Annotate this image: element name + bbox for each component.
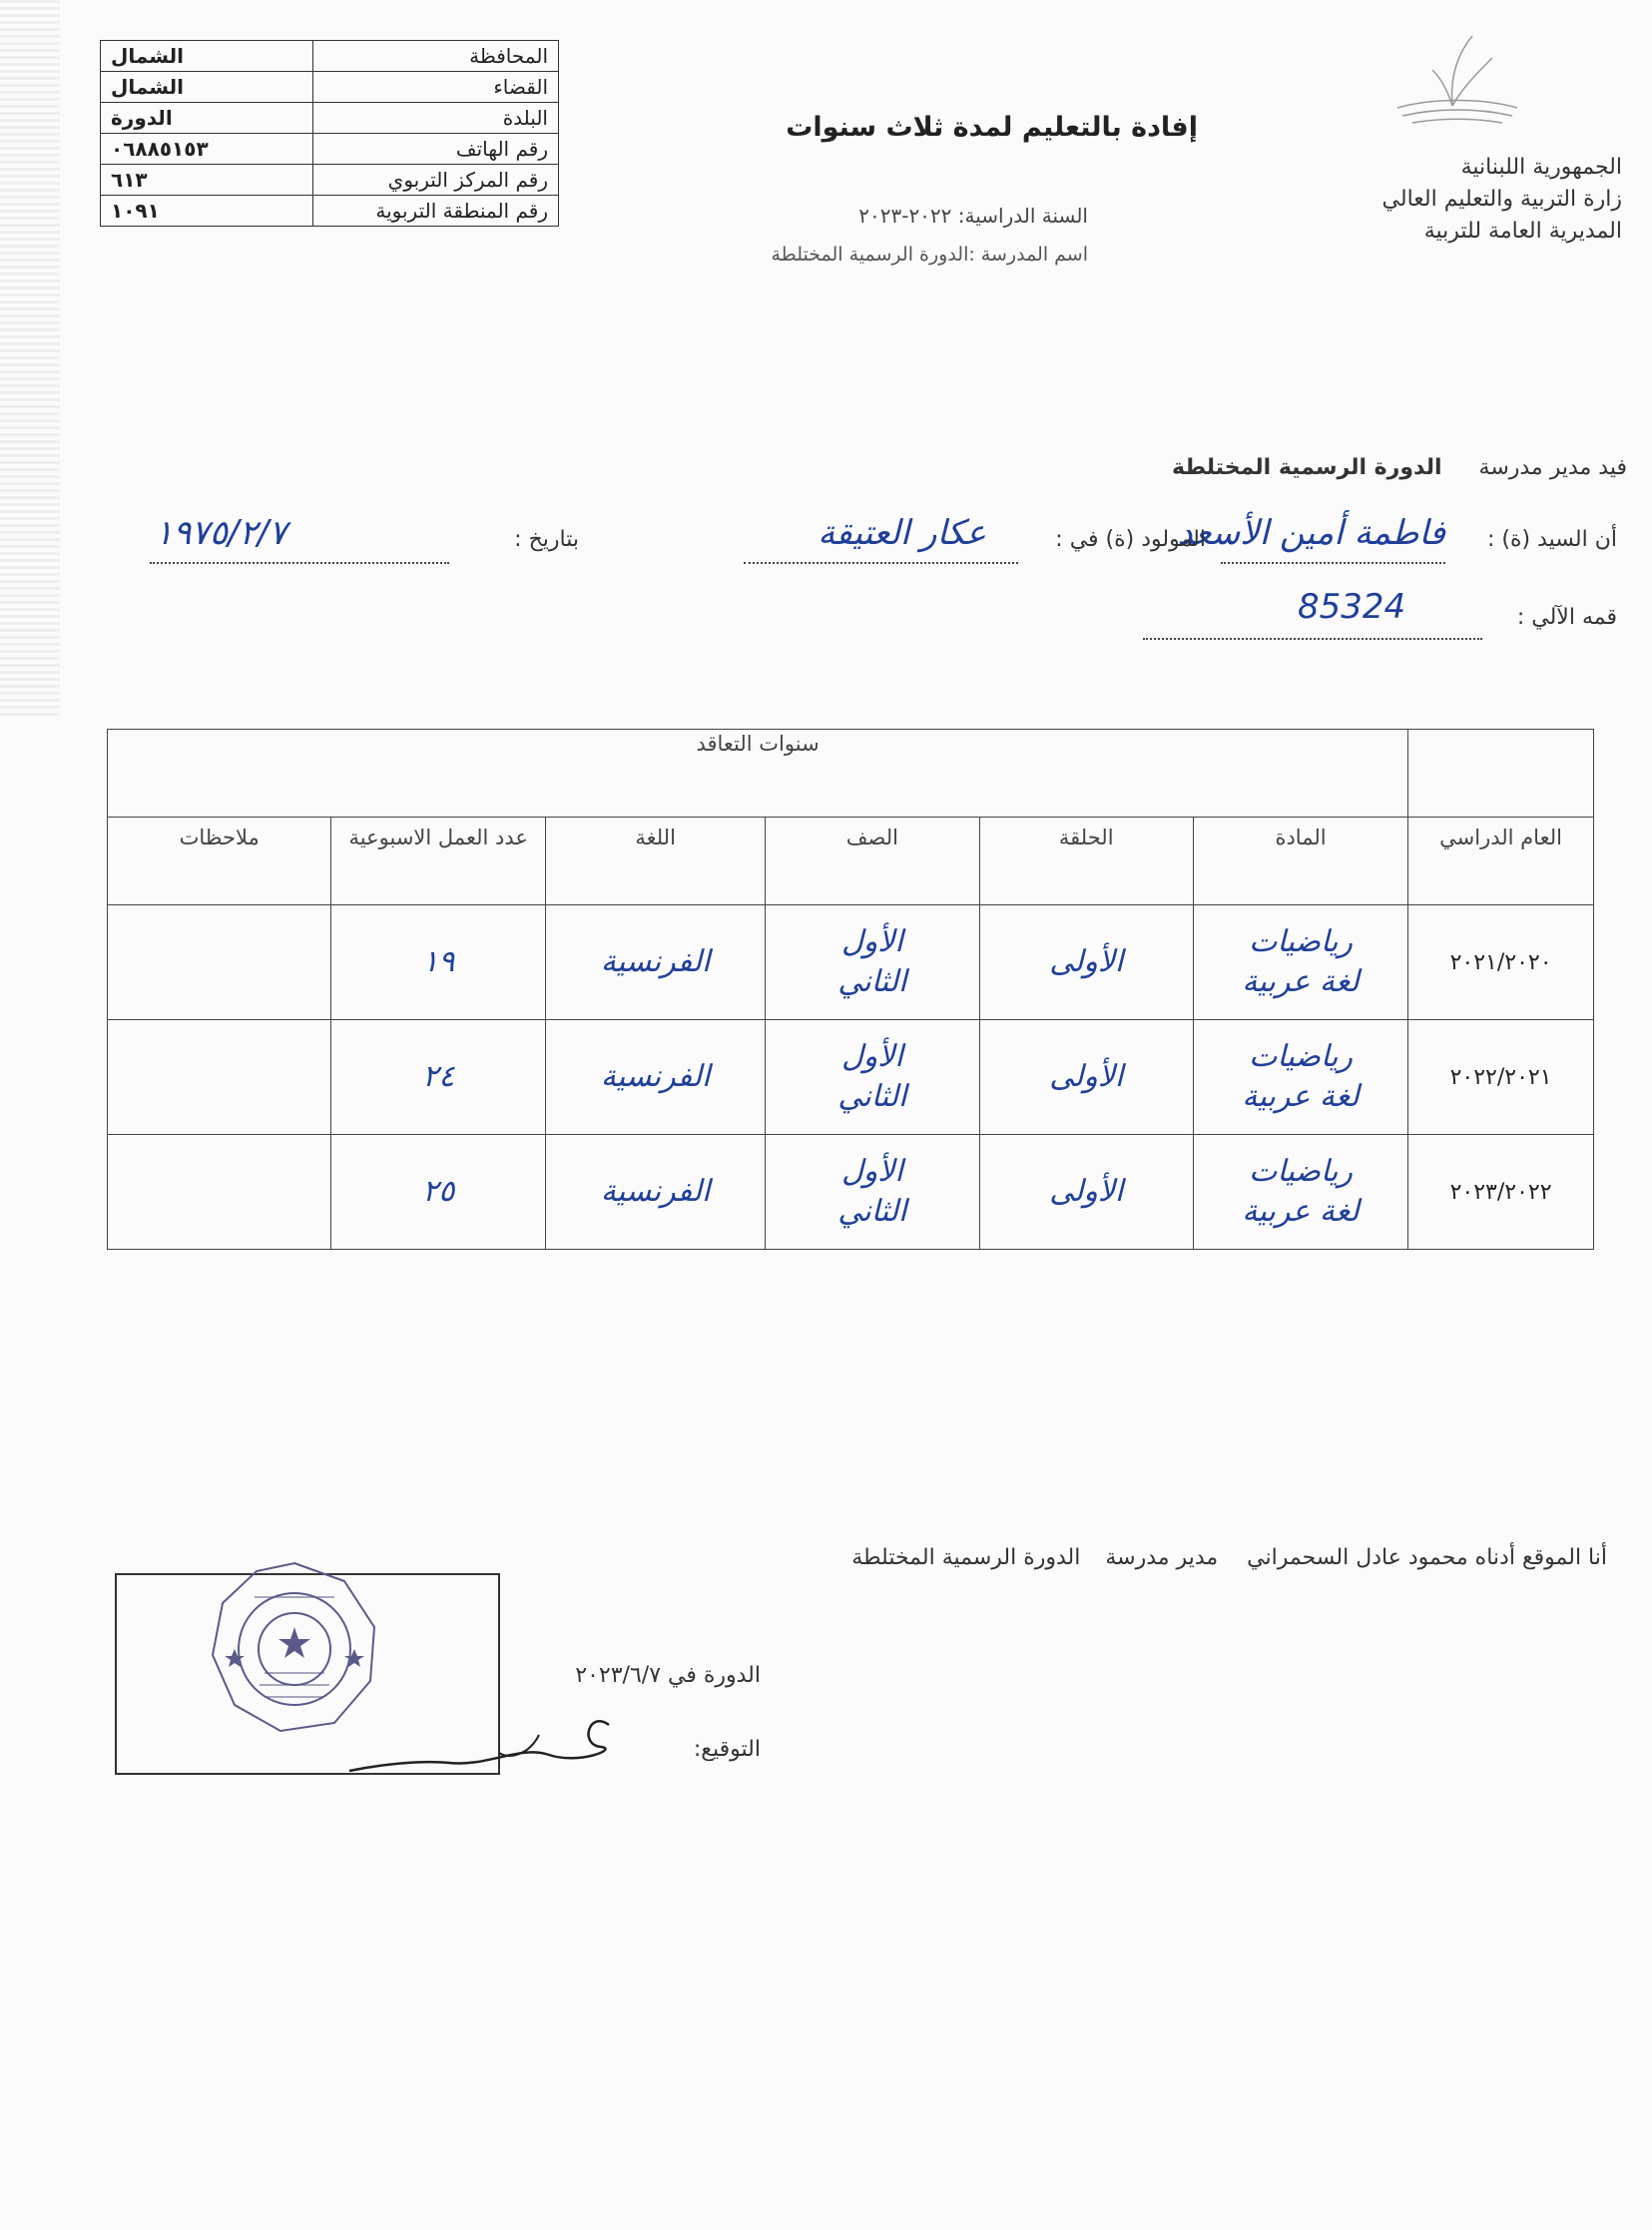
id-number: 85324: [1298, 587, 1406, 627]
grade-cell: [766, 1020, 979, 1135]
grade-cell-line: الأول: [841, 1154, 903, 1189]
info-label: رقم المركز التربوي: [313, 165, 559, 196]
grade-cell-line: الأول: [841, 1039, 903, 1074]
language-cell: الفرنسية: [546, 905, 766, 1020]
info-label: رقم الهاتف: [313, 134, 559, 165]
subject-cell-line: لغة عربية: [1242, 1079, 1360, 1114]
subject-cell-line: رياضيات: [1249, 1154, 1353, 1189]
person-name: فاطمة أمين الأسعد: [1177, 513, 1445, 553]
id-number-dots: [1143, 637, 1482, 640]
statement-role: مدير مدرسة: [1105, 1545, 1219, 1570]
statement-prefix: أنا الموقع أدناه محمود عادل السحمراني: [1247, 1545, 1607, 1570]
table-header: العام الدراسي: [1408, 818, 1594, 905]
id-label: قمه الآلي :: [1516, 605, 1617, 630]
info-label: المحافظة: [313, 41, 559, 72]
person-name-dots: [1221, 561, 1445, 564]
table-row: [108, 905, 1594, 1020]
subject-cell: [1193, 1020, 1407, 1135]
person-line: [130, 513, 1617, 581]
signature-icon: [339, 1705, 629, 1785]
info-table: [100, 40, 559, 227]
cycle-cell: الأولى: [979, 905, 1193, 1020]
info-label: القضاء: [313, 72, 559, 103]
statement-school: الدورة الرسمية المختلطة: [851, 1545, 1081, 1570]
table-header: ملاحظات: [108, 818, 331, 905]
notes-cell: [108, 1135, 331, 1250]
info-row: [101, 72, 559, 103]
born-place: عكار العتيقة: [818, 513, 986, 553]
grade-cell-line: الثاني: [837, 964, 907, 999]
signature-label: التوقيع:: [693, 1737, 761, 1762]
table-header: الحلقة: [979, 818, 1193, 905]
info-row: [101, 41, 559, 72]
language-cell: الفرنسية: [546, 1020, 766, 1135]
hours-cell: ٢٥: [331, 1135, 546, 1250]
table-header: اللغة: [546, 818, 766, 905]
info-value: الدورة: [101, 103, 313, 134]
signatory-statement: [689, 1545, 1607, 1570]
notes-cell: [108, 905, 331, 1020]
table-group-header: سنوات التعاقد: [108, 730, 1408, 818]
info-row: [101, 165, 559, 196]
subject-cell-line: رياضيات: [1249, 924, 1353, 959]
hours-cell: ١٩: [331, 905, 546, 1020]
born-label: المولود (ة) في :: [1055, 527, 1206, 552]
director-line: [799, 455, 1627, 480]
cycle-cell: الأولى: [979, 1135, 1193, 1250]
grade-cell-line: الثاني: [837, 1194, 907, 1229]
grade-cell: [766, 905, 979, 1020]
academic-year: السنة الدراسية: ٢٠٢٢-٢٠٢٣: [858, 204, 1088, 228]
language-cell: الفرنسية: [546, 1135, 766, 1250]
info-value: الشمال: [101, 41, 313, 72]
born-place-dots: [744, 561, 1018, 564]
directorate-name: المديرية العامة للتربية: [1423, 219, 1622, 244]
ministry-block: [1298, 152, 1622, 248]
grade-cell-line: الأول: [841, 924, 903, 959]
republic-name: الجمهورية اللبنانية: [1460, 155, 1622, 180]
contract-years-table: [107, 729, 1594, 1250]
info-value: الشمال: [101, 72, 313, 103]
info-value: ٦١٣: [101, 165, 313, 196]
table-row: [108, 1020, 1594, 1135]
subject-cell-line: لغة عربية: [1242, 1194, 1360, 1229]
info-label: رقم المنطقة التربوية: [313, 196, 559, 227]
cycle-cell: الأولى: [979, 1020, 1193, 1135]
birth-date: ١٩٧٥/٢/٧: [155, 513, 287, 553]
info-row: [101, 134, 559, 165]
table-header: الصف: [766, 818, 979, 905]
ministry-name: زارة التربية والتعليم العالي: [1381, 187, 1622, 212]
notes-cell: [108, 1020, 331, 1135]
info-row: [101, 196, 559, 227]
subject-cell-line: لغة عربية: [1242, 964, 1360, 999]
info-value: ٠٦٨٨٥١٥٣: [101, 134, 313, 165]
hours-cell: ٢٤: [331, 1020, 546, 1135]
table-row: [108, 1135, 1594, 1250]
birth-date-dots: [150, 561, 449, 564]
subject-cell: [1193, 905, 1407, 1020]
year-cell: ٢٠٢١/٢٠٢٠: [1408, 905, 1594, 1020]
grade-cell-line: الثاني: [837, 1079, 907, 1114]
date-label: بتاريخ :: [514, 527, 579, 552]
table-header: عدد العمل الاسبوعية: [331, 818, 546, 905]
scan-edge: [0, 0, 60, 719]
info-label: البلدة: [313, 103, 559, 134]
info-row: [101, 103, 559, 134]
director-prefix: فيد مدير مدرسة: [1478, 455, 1627, 480]
info-value: ١٠٩١: [101, 196, 313, 227]
grade-cell: [766, 1135, 979, 1250]
subject-cell-line: رياضيات: [1249, 1039, 1353, 1074]
year-cell: ٢٠٢٣/٢٠٢٢: [1408, 1135, 1594, 1250]
dated-line: الدورة في ٢٠٢٣/٦/٧: [575, 1663, 761, 1688]
subject-cell: [1193, 1135, 1407, 1250]
ministry-logo-icon: [1392, 28, 1522, 128]
director-school: الدورة الرسمية المختلطة: [1172, 455, 1442, 480]
person-label: أن السيد (ة) :: [1487, 527, 1617, 552]
document-title: إفادة بالتعليم لمدة ثلاث سنوات: [786, 112, 1198, 143]
year-cell: ٢٠٢٢/٢٠٢١: [1408, 1020, 1594, 1135]
school-name-line: اسم المدرسة :الدورة الرسمية المختلطة: [771, 244, 1088, 266]
table-header: المادة: [1193, 818, 1407, 905]
